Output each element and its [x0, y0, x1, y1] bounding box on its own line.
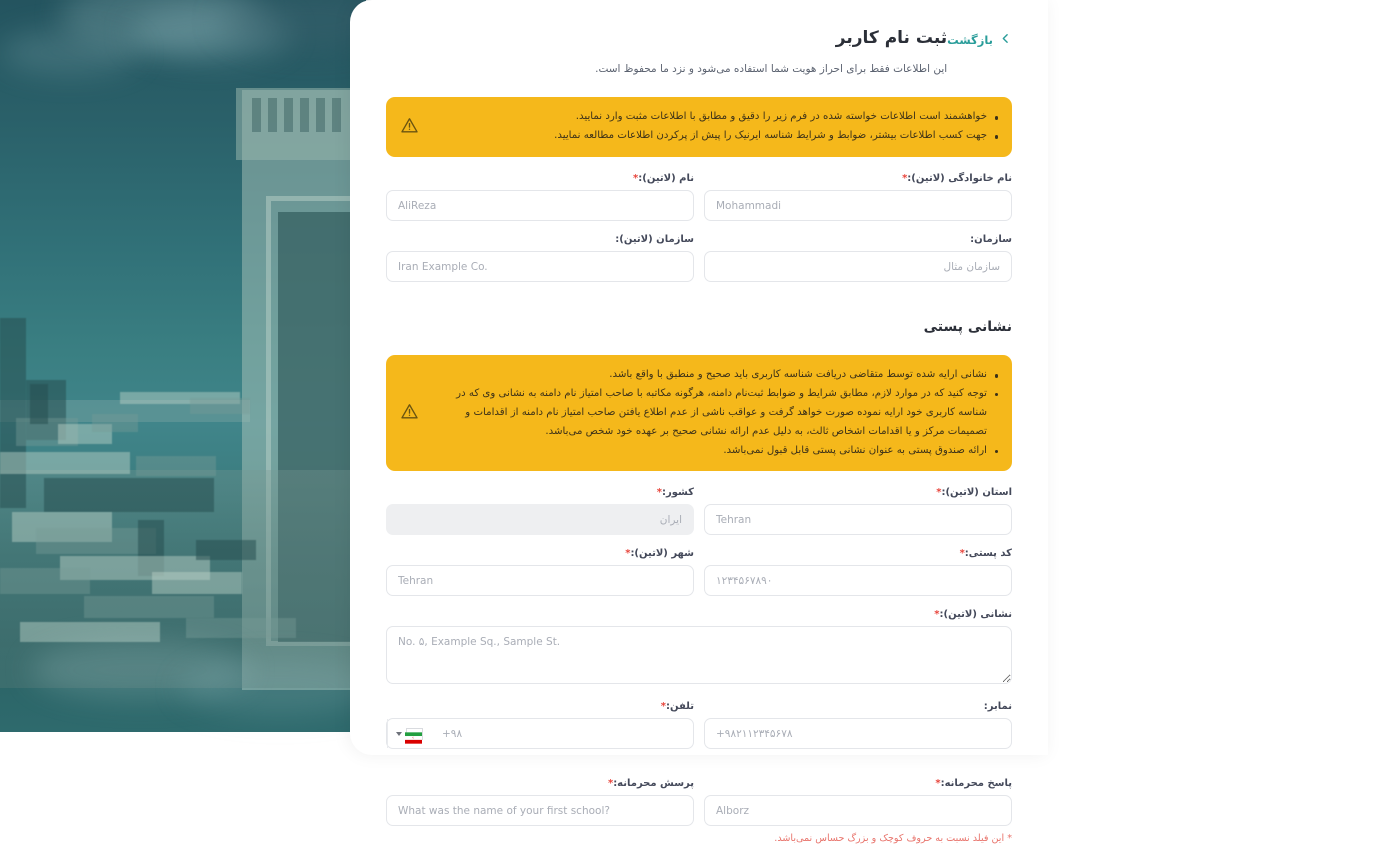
page-title: ثبت نام کاربر: [835, 28, 948, 48]
ruin-block: [186, 618, 296, 638]
cloud: [0, 30, 140, 75]
ruin-block: [20, 622, 160, 642]
phone-input-group: [386, 718, 694, 749]
notice-bullet: توجه کنید که در موارد لازم، مطابق شرایط و ضوابط ثبت‌نام دامنه، هرگونه مکاتبه با صاحب امتیاز نام دامنه به نشانی وی که در شناسه کاربری خود ارایه نموده صورت خواهد گرفت و عواقب ناشی از عدم اطلاع یافتن صاحب امتیاز نام دامنه از اقدامات و تصمیمات مرکز و یا اقدامات اشخاص ثالث، به دلیل عدم ارائه نشانی صحیح بر عهده خود شخص می‌باشد.: [429, 385, 998, 442]
fax-input[interactable]: [704, 718, 1012, 749]
required-asterisk: *: [625, 548, 631, 560]
country-input: [386, 504, 694, 535]
postal-code-label: [704, 548, 1012, 559]
registration-card: [350, 0, 1048, 844]
phone-number-input[interactable]: [431, 719, 693, 748]
warning-triangle-icon: [400, 402, 419, 425]
warning-triangle-icon: [400, 116, 419, 139]
field-province-latin: [704, 487, 1012, 535]
security-answer-input[interactable]: [704, 795, 1012, 826]
required-asterisk: *: [633, 173, 639, 185]
province-latin-label: [704, 487, 1012, 498]
field-last-name-latin: [704, 173, 1012, 221]
field-security-answer: [704, 778, 1012, 826]
required-asterisk: *: [934, 609, 940, 621]
ruin-block: [190, 398, 250, 414]
notice-bullet: ارائه صندوق پستی به عنوان نشانی پستی قابل قبول نمی‌باشد.: [429, 442, 998, 461]
field-address-latin: [386, 609, 1012, 688]
ruin-block: [136, 456, 216, 476]
address-notice-list: [429, 366, 998, 460]
fax-label: نمابر:: [983, 701, 1012, 713]
field-security-question: [386, 778, 694, 826]
security-question-input[interactable]: [386, 795, 694, 826]
address-fields-grid: [386, 487, 1012, 762]
label-text: استان (لاتین):: [941, 487, 1012, 499]
first-name-latin-label: [386, 173, 694, 184]
last-name-latin-input[interactable]: [704, 190, 1012, 221]
label-text: تلفن:: [665, 701, 694, 713]
top-notice-banner: [386, 97, 1012, 157]
province-latin-input[interactable]: [704, 504, 1012, 535]
required-asterisk: *: [902, 173, 908, 185]
lintel-notch: [316, 98, 325, 132]
label-text: شهر (لاتین):: [630, 548, 694, 560]
ruin-block: [44, 478, 214, 512]
lintel-notch: [284, 98, 293, 132]
ruin-block: [30, 384, 48, 424]
ruin-block: [0, 318, 26, 508]
required-asterisk: *: [660, 701, 666, 713]
field-organization-latin: [386, 234, 694, 282]
address-latin-label: [386, 609, 1012, 620]
ruin-block: [0, 452, 130, 474]
postal-code-input[interactable]: [704, 565, 1012, 596]
ruin-block: [152, 572, 242, 594]
top-notice-list: [429, 108, 998, 146]
first-name-latin-input[interactable]: [386, 190, 694, 221]
organization-latin-input[interactable]: [386, 251, 694, 282]
label-text: پرسش محرمانه:: [613, 778, 694, 790]
iran-flag-icon: [406, 728, 423, 740]
page-subtitle: این اطلاعات فقط برای احراز هویت شما استفاده می‌شود و نزد ما محفوظ است.: [595, 62, 948, 75]
back-button-label: بازگشت: [947, 33, 993, 47]
notice-bullet: جهت کسب اطلاعات بیشتر، ضوابط و شرایط شناسه ایرنیک را پیش از پرکردن اطلاعات مطالعه نمایید.: [429, 127, 998, 146]
address-latin-textarea[interactable]: [386, 626, 1012, 684]
identity-fields-grid: [386, 173, 1012, 295]
label-text: پاسخ محرمانه:: [940, 778, 1012, 790]
chevron-down-icon: [396, 732, 402, 736]
required-asterisk: *: [936, 487, 942, 499]
notice-bullet: خواهشمند است اطلاعات خواسته شده در فرم زیر را دقیق و مطابق با اطلاعات مثبت وارد نمایید.: [429, 108, 998, 127]
lintel-notch: [332, 98, 341, 132]
decorative-background-photo: [0, 0, 366, 732]
field-city-latin: [386, 548, 694, 596]
address-section-heading: نشانی پستی: [923, 319, 1012, 336]
country-label: [386, 487, 694, 498]
city-latin-input[interactable]: [386, 565, 694, 596]
field-organization-fa: [704, 234, 1012, 282]
lintel-notch: [300, 98, 309, 132]
organization-latin-label: سازمان (لاتین):: [615, 234, 694, 246]
security-question-label: [386, 778, 694, 789]
label-text: نام (لاتین):: [638, 173, 694, 185]
field-phone: [386, 701, 694, 749]
field-country: [386, 487, 694, 535]
last-name-latin-label: [704, 173, 1012, 184]
field-first-name-latin: [386, 173, 694, 221]
organization-fa-input[interactable]: [704, 251, 1012, 282]
notice-bullet: نشانی ارایه شده توسط متقاضی دریافت شناسه کاربری باید صحیح و منطبق با واقع باشد.: [429, 366, 998, 385]
required-asterisk: *: [656, 487, 662, 499]
security-answer-label: [704, 778, 1012, 789]
phone-label: [386, 701, 694, 712]
field-postal-code: [704, 548, 1012, 596]
label-text: کشور:: [661, 487, 694, 499]
field-fax: [704, 701, 1012, 749]
city-latin-label: [386, 548, 694, 559]
label-text: نشانی (لاتین):: [939, 609, 1012, 621]
required-asterisk: *: [607, 778, 614, 790]
ruin-block: [84, 596, 214, 618]
address-notice-banner: [386, 355, 1012, 471]
security-question-grid: [386, 778, 1012, 844]
lintel-notch: [252, 98, 261, 132]
ruin-block: [0, 568, 90, 594]
country-code-selector[interactable]: [387, 719, 431, 748]
lintel-notch: [268, 98, 277, 132]
back-button[interactable]: [947, 32, 1012, 48]
ruin-block: [196, 540, 256, 560]
label-text: نام خانوادگی (لاتین):: [907, 173, 1012, 185]
required-asterisk: *: [959, 548, 965, 560]
card-header: [386, 26, 1012, 77]
label-text: کد پستی:: [964, 548, 1012, 560]
ruin-block: [92, 414, 138, 432]
arrow-left-icon: [999, 32, 1012, 48]
organization-fa-label: سازمان:: [970, 234, 1012, 246]
case-insensitive-hint: * این فیلد نسبت به حروف کوچک و بزرگ حساس نمی‌باشد.: [774, 833, 1012, 844]
required-asterisk: *: [935, 778, 941, 790]
